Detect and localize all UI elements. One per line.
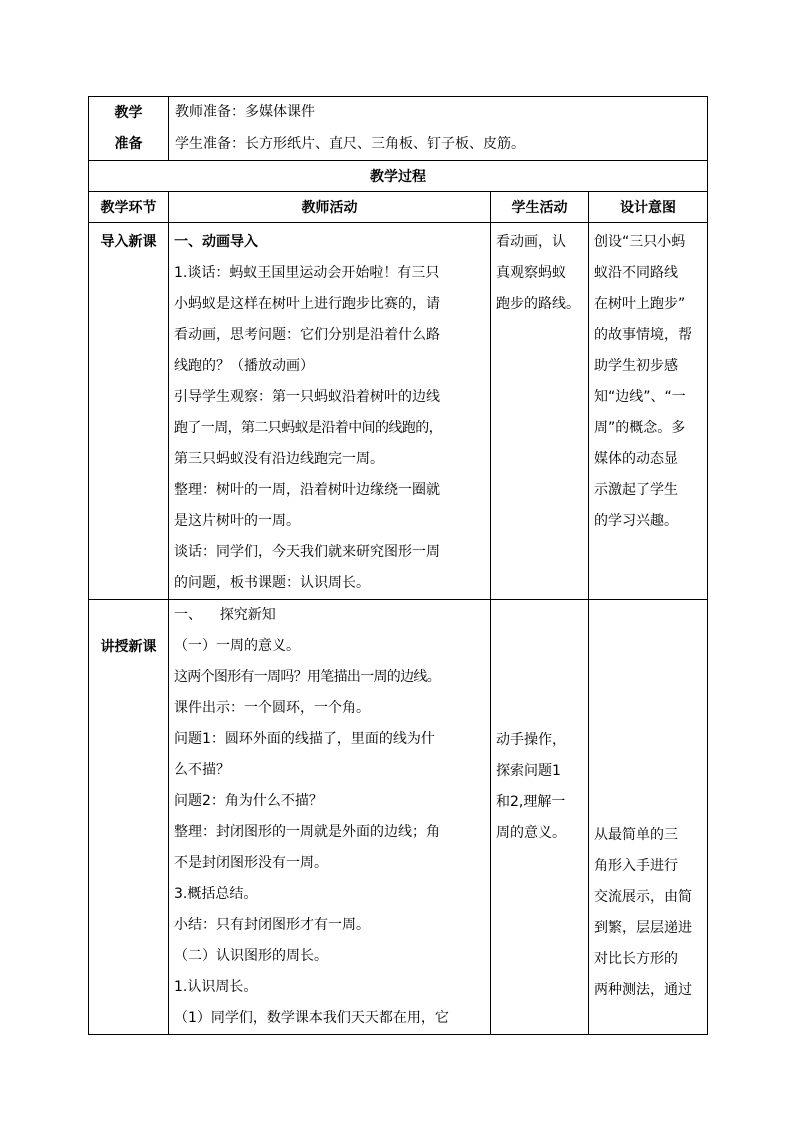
header-stage: 教学环节	[89, 192, 169, 223]
row2-student-line: 和2,理解一	[496, 794, 566, 810]
header-student: 学生活动	[491, 192, 589, 223]
process-title: 教学过程	[89, 161, 708, 192]
lesson-plan-page	[88, 96, 707, 1035]
row2-design-line: 两种测法，通过	[594, 982, 692, 998]
row2-student-line: 动手操作，	[496, 732, 566, 748]
row1-student-line: 真观察蚂蚁	[496, 265, 566, 281]
row1-teacher-line: 谈话：同学们，今天我们就来研究图形一周	[174, 544, 440, 560]
row2-teacher-line: （二）认识图形的周长。	[174, 948, 328, 964]
header-design: 设计意图	[589, 192, 708, 223]
row1-teacher-line: 看动画，思考问题：它们分别是沿着什么路	[174, 327, 440, 343]
row2-teacher-cell	[169, 600, 491, 1035]
row1-teacher-line: 第三只蚂蚁没有沿边线跑完一周。	[174, 451, 384, 467]
row1-stage: 导入新课	[100, 234, 157, 250]
header-teacher: 教师活动	[169, 192, 491, 223]
row2-teacher-line: 一、 探究新知	[174, 607, 276, 623]
row2-teacher-line: （一）一周的意义。	[174, 638, 300, 654]
row2-stage: 讲授新课	[100, 639, 157, 655]
row1-design-line: 周”的概念。多	[594, 420, 686, 436]
teacher-prep-cell	[169, 97, 708, 129]
row1-student-line: 跑步的路线。	[496, 296, 580, 312]
row1-design-line: 在树叶上跑步”	[594, 296, 686, 312]
row1-teacher-line: 1.谈话：蚂蚁王国里运动会开始啦！有三只	[174, 265, 440, 281]
teacher-prep: 教师准备：多媒体课件	[175, 104, 315, 120]
row2-teacher-line: 小结：只有封闭图形才有一周。	[174, 917, 370, 933]
table-row	[89, 223, 708, 600]
lesson-plan-table	[88, 96, 708, 1035]
row2-teacher-line: 不是封闭图形没有一周。	[174, 855, 328, 871]
row2-student-line: 探索问题1	[496, 763, 561, 779]
row2-teacher-line: 问题1：圆环外面的线描了，里面的线为什	[174, 731, 435, 747]
row1-student-cell	[491, 223, 589, 600]
row2-student-line: 周的意义。	[496, 825, 566, 841]
row2-teacher-line: 整理：封闭图形的一周就是外面的边线；角	[174, 824, 440, 840]
row1-design-line: 知“边线”、“一	[594, 389, 686, 405]
row1-teacher-line: 一、动画导入	[174, 234, 258, 250]
student-prep-cell	[169, 129, 708, 161]
row2-design-line: 对比长方形的	[594, 951, 678, 967]
row2-stage-cell	[89, 600, 169, 1035]
prep-label-cell	[89, 97, 169, 161]
row2-teacher-line: 这两个图形有一周吗？用笔描出一周的边线。	[174, 669, 440, 685]
row2-design-line: 从最简单的三	[594, 827, 678, 843]
student-prep: 学生准备：长方形纸片、直尺、三角板、钉子板、皮筋。	[175, 135, 525, 152]
row2-design-cell	[589, 600, 708, 1035]
row1-teacher-line: 引导学生观察：第一只蚂蚁沿着树叶的边线	[174, 389, 440, 405]
row1-teacher-cell	[169, 223, 491, 600]
row2-teacher-line: （1）同学们，数学课本我们天天都在用，它	[174, 1010, 449, 1026]
row2-design-line: 交流展示，由简	[594, 889, 692, 905]
table-row	[89, 600, 708, 1035]
row1-design-line: 示激起了学生	[594, 482, 678, 498]
row1-design-cell	[589, 223, 708, 600]
row1-design-line: 的故事情境，帮	[594, 327, 692, 343]
row1-design-line: 创设“三只小蚂	[594, 234, 686, 250]
prep-label-2: 准备	[114, 135, 143, 152]
row2-teacher-line: 3.概括总结。	[174, 886, 258, 902]
row2-teacher-line: 1.认识周长。	[174, 979, 258, 995]
row1-design-line: 蚁沿不同路线	[594, 265, 678, 281]
row1-teacher-line: 是这片树叶的一周。	[174, 513, 300, 529]
row2-student-cell	[491, 600, 589, 1035]
row1-teacher-line: 线跑的？（播放动画）	[174, 358, 314, 374]
row1-teacher-line: 小蚂蚁是这样在树叶上进行跑步比赛的，请	[174, 296, 440, 312]
row2-design-line: 到繁，层层递进	[594, 920, 692, 936]
row1-teacher-line: 跑了一周，第二只蚂蚁是沿着中间的线跑的，	[174, 420, 442, 436]
prep-label-1: 教学	[114, 104, 143, 121]
row1-stage-cell	[89, 223, 169, 600]
row2-teacher-line: 么不描？	[174, 762, 230, 778]
row2-design-line: 角形入手进行	[594, 858, 678, 874]
row1-student-line: 看动画，认	[496, 234, 566, 250]
row2-teacher-line: 课件出示：一个圆环，一个角。	[174, 700, 370, 716]
row1-teacher-line: 的问题，板书课题：认识周长。	[174, 575, 370, 591]
row1-teacher-line: 整理：树叶的一周，沿着树叶边缘绕一圈就	[174, 482, 440, 498]
row1-design-line: 助学生初步感	[594, 358, 678, 374]
row1-design-line: 媒体的动态显	[594, 451, 678, 467]
row2-teacher-line: 问题2：角为什么不描？	[174, 793, 323, 809]
row1-design-line: 的学习兴趣。	[594, 513, 678, 529]
